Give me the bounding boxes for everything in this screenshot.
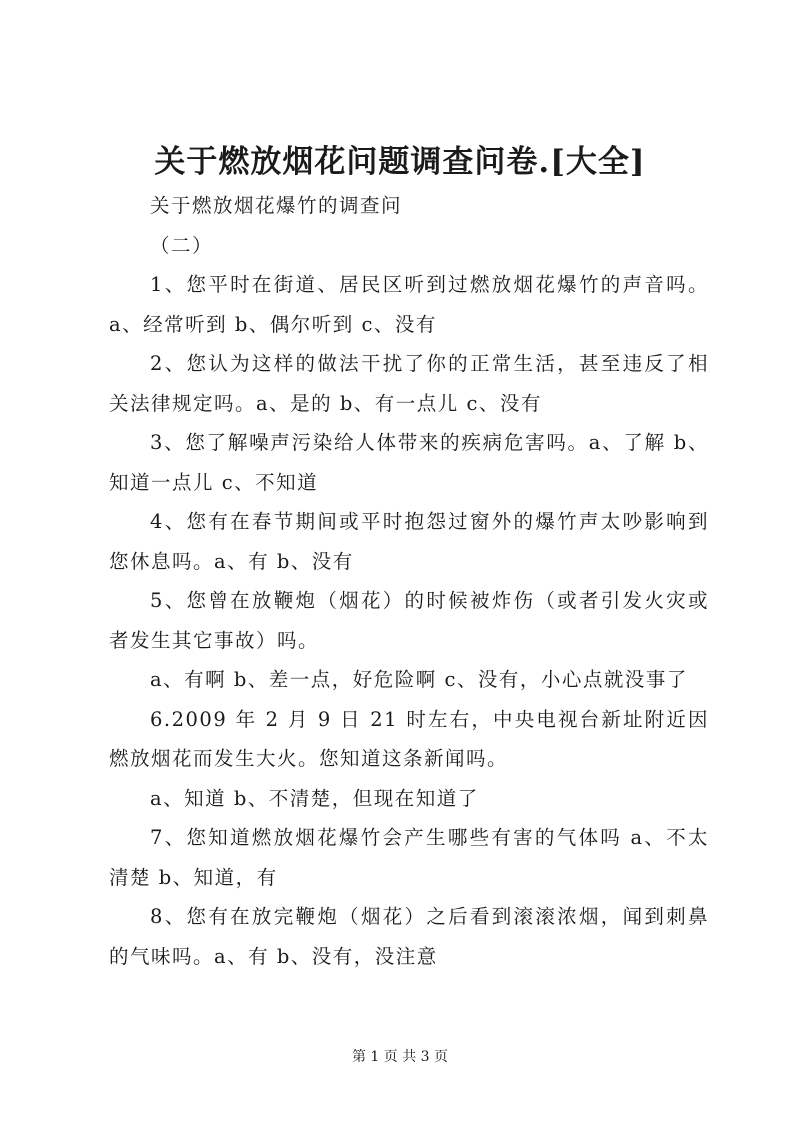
- paragraph-question-8: 8、您有在放完鞭炮（烟花）之后看到滚滚浓烟，闻到刺鼻的气味吗。a、有 b、没有，没注意: [109, 905, 709, 968]
- paragraph-subtitle: 关于燃放烟花爆竹的调查问: [150, 194, 403, 217]
- paragraph-question-7: 7、您知道燃放烟花爆竹会产生哪些有害的气体吗 a、不太清楚 b、知道，有: [109, 826, 709, 889]
- paragraph-question-6-options: a、知道 b、不清楚，但现在知道了: [150, 786, 479, 810]
- paragraph-question-4: 4、您有在春节期间或平时抱怨过窗外的爆竹声太吵影响到您休息吗。a、有 b、没有: [109, 510, 709, 573]
- paragraph-question-5-options: a、有啊 b、差一点，好危险啊 c、没有，小心点就没事了: [150, 668, 688, 691]
- paragraph-section-number: （二）: [150, 233, 214, 257]
- paragraph-question-5: 5、您曾在放鞭炮（烟花）的时候被炸伤（或者引发火灾或者发生其它事故）吗。: [109, 589, 709, 652]
- paragraph-question-2: 2、您认为这样的做法干扰了你的正常生活，甚至违反了相关法律规定吗。a、是的 b、有一点儿 c、没有: [109, 352, 709, 415]
- paragraph-question-6: 6.2009 年 2 月 9 日 21 时左右，中央电视台新址附近因燃放烟花而发生大火。您知道这条新闻吗。: [109, 707, 709, 770]
- document-title: 关于燃放烟花问题调查问卷.[大全]: [154, 144, 646, 180]
- paragraph-question-3: 3、您了解噪声污染给人体带来的疾病危害吗。a、了解 b、知道一点儿 c、不知道: [109, 431, 709, 494]
- paragraph-question-1: 1、您平时在街道、居民区听到过燃放烟花爆竹的声音吗。a、经常听到 b、偶尔听到 c、没有: [109, 273, 709, 336]
- page-footer: 第 1 页 共 3 页: [351, 1049, 449, 1065]
- document-body: [109, 186, 709, 976]
